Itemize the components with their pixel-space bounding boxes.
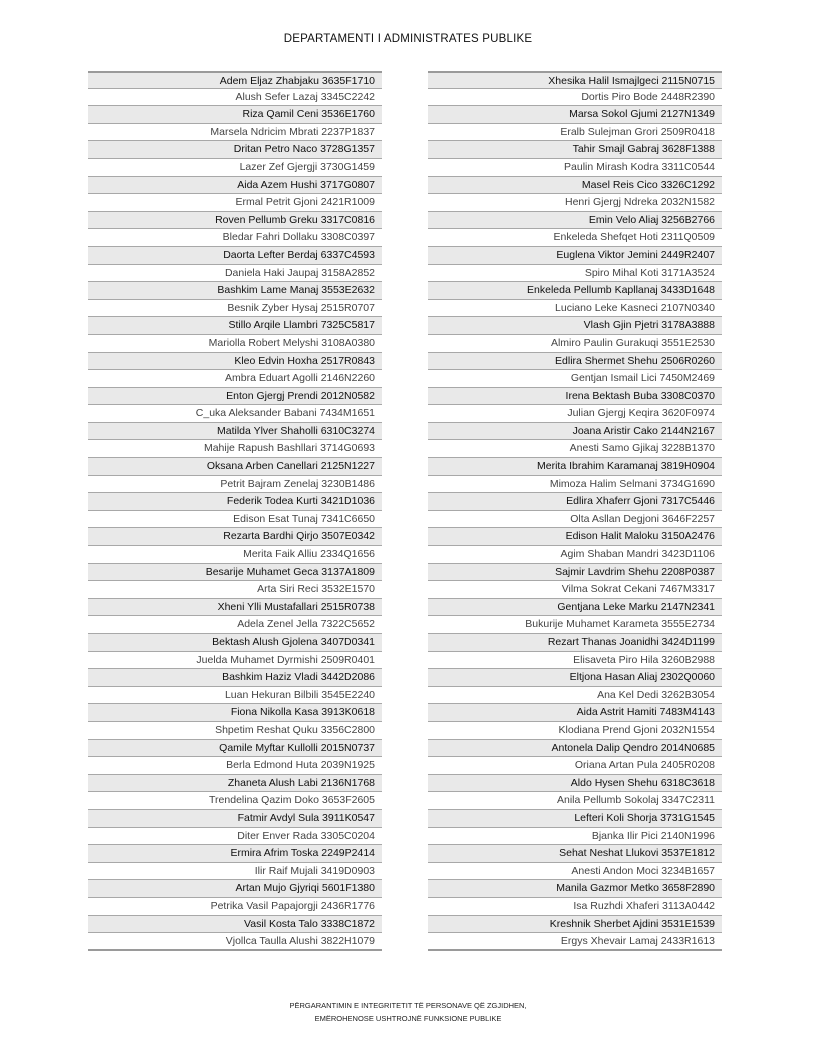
list-item: Ermal Petrit Gjoni 2421R1009 [88, 194, 382, 212]
list-item: Vilma Sokrat Cekani 7467M3317 [428, 581, 722, 599]
list-item: Luan Hekuran Bilbili 3545E2240 [88, 687, 382, 705]
list-item: Edison Esat Tunaj 7341C6650 [88, 511, 382, 529]
list-item: Alush Sefer Lazaj 3345C2242 [88, 89, 382, 107]
list-item: Bashkim Haziz Vladi 3442D2086 [88, 669, 382, 687]
list-item: Mariolla Robert Melyshi 3108A0380 [88, 335, 382, 353]
list-item: Dritan Petro Naco 3728G1357 [88, 141, 382, 159]
list-item: Bledar Fahri Dollaku 3308C0397 [88, 229, 382, 247]
list-item: Anesti Samo Gjikaj 3228B1370 [428, 440, 722, 458]
list-item: Qamile Myftar Kullolli 2015N0737 [88, 740, 382, 758]
list-item: Adem Eljaz Zhabjaku 3635F1710 [88, 71, 382, 89]
list-item: Edison Halit Maloku 3150A2476 [428, 528, 722, 546]
list-item: Juelda Muhamet Dyrmishi 2509R0401 [88, 652, 382, 670]
footer-line-1: PËRGARANTIMIN E INTEGRITETIT TË PERSONAVE QË ZGJIDHEN, [289, 1001, 527, 1010]
list-item: Merita Faik Alliu 2334Q1656 [88, 546, 382, 564]
list-item: Edlira Xhaferr Gjoni 7317C5446 [428, 493, 722, 511]
list-item: Edlira Shermet Shehu 2506R0260 [428, 353, 722, 371]
list-item: Paulin Mirash Kodra 3311C0544 [428, 159, 722, 177]
list-item: Enkeleda Pellumb Kapllanaj 3433D1648 [428, 282, 722, 300]
list-item: Ermira Afrim Toska 2249P2414 [88, 845, 382, 863]
list-item: Ambra Eduart Agolli 2146N2260 [88, 370, 382, 388]
page-title: DEPARTAMENTI I ADMINISTRATES PUBLIKE [283, 33, 533, 45]
list-item: Roven Pellumb Greku 3317C0816 [88, 212, 382, 230]
list-item: Enton Gjergj Prendi 2012N0582 [88, 388, 382, 406]
list-item: Antonela Dalip Qendro 2014N0685 [428, 740, 722, 758]
list-item: Matilda Ylver Shaholli 6310C3274 [88, 423, 382, 441]
list-item: Mahije Rapush Bashllari 3714G0693 [88, 440, 382, 458]
list-item: Anesti Andon Moci 3234B1657 [428, 863, 722, 881]
list-item: Agim Shaban Mandri 3423D1106 [428, 546, 722, 564]
list-item: Manila Gazmor Metko 3658F2890 [428, 880, 722, 898]
list-item: Kleo Edvin Hoxha 2517R0843 [88, 353, 382, 371]
list-item: Tahir Smajl Gabraj 3628F1388 [428, 141, 722, 159]
list-item: Aida Azem Hushi 3717G0807 [88, 177, 382, 195]
list-item: Rezarta Bardhi Qirjo 3507E0342 [88, 528, 382, 546]
list-item: Gentjan Ismail Lici 7450M2469 [428, 370, 722, 388]
list-item: Petrika Vasil Papajorgji 2436R1776 [88, 898, 382, 916]
list-item: Oriana Artan Pula 2405R0208 [428, 757, 722, 775]
list-item: Ergys Xhevair Lamaj 2433R1613 [428, 933, 722, 951]
list-item: Mimoza Halim Selmani 3734G1690 [428, 476, 722, 494]
list-item: Bjanka Ilir Pici 2140N1996 [428, 828, 722, 846]
list-item: Dortis Piro Bode 2448R2390 [428, 89, 722, 107]
list-item: Diter Enver Rada 3305C0204 [88, 828, 382, 846]
list-item: Spiro Mihal Koti 3171A3524 [428, 265, 722, 283]
list-item: Anila Pellumb Sokolaj 3347C2311 [428, 792, 722, 810]
list-item: Lefteri Koli Shorja 3731G1545 [428, 810, 722, 828]
list-item: Joana Aristir Cako 2144N2167 [428, 423, 722, 441]
list-item: Bukurije Muhamet Karameta 3555E2734 [428, 616, 722, 634]
left-name-list [88, 71, 382, 951]
right-name-list [428, 71, 722, 951]
list-item: Berla Edmond Huta 2039N1925 [88, 757, 382, 775]
list-item: C_uka Aleksander Babani 7434M1651 [88, 405, 382, 423]
list-item: Merita Ibrahim Karamanaj 3819H0904 [428, 458, 722, 476]
list-item: Xheni Ylli Mustafallari 2515R0738 [88, 599, 382, 617]
list-item: Stillo Arqile Llambri 7325C5817 [88, 317, 382, 335]
list-item: Besnik Zyber Hysaj 2515R0707 [88, 300, 382, 318]
list-item: Ana Kel Dedi 3262B3054 [428, 687, 722, 705]
footer-line-2: EMËROHENOSE USHTROJNË FUNKSIONE PUBLIKE [314, 1014, 502, 1023]
list-item: Daniela Haki Jaupaj 3158A2852 [88, 265, 382, 283]
list-item: Xhesika Halil Ismajlgeci 2115N0715 [428, 71, 722, 89]
list-item: Trendelina Qazim Doko 3653F2605 [88, 792, 382, 810]
list-item: Vjollca Taulla Alushi 3822H1079 [88, 933, 382, 951]
list-item: Oksana Arben Canellari 2125N1227 [88, 458, 382, 476]
list-item: Besarije Muhamet Geca 3137A1809 [88, 564, 382, 582]
list-item: Federik Todea Kurti 3421D1036 [88, 493, 382, 511]
list-item: Emin Velo Aliaj 3256B2766 [428, 212, 722, 230]
list-item: Masel Reis Cico 3326C1292 [428, 177, 722, 195]
list-item: Vlash Gjin Pjetri 3178A3888 [428, 317, 722, 335]
list-item: Euglena Viktor Jemini 2449R2407 [428, 247, 722, 265]
list-item: Isa Ruzhdi Xhaferi 3113A0442 [428, 898, 722, 916]
list-item: Daorta Lefter Berdaj 6337C4593 [88, 247, 382, 265]
list-item: Rezart Thanas Joanidhi 3424D1199 [428, 634, 722, 652]
list-item: Bashkim Lame Manaj 3553E2632 [88, 282, 382, 300]
list-item: Bektash Alush Gjolena 3407D0341 [88, 634, 382, 652]
list-item: Vasil Kosta Talo 3338C1872 [88, 916, 382, 934]
list-item: Zhaneta Alush Labi 2136N1768 [88, 775, 382, 793]
footer [0, 999, 816, 1025]
list-item: Gentjana Leke Marku 2147N2341 [428, 599, 722, 617]
list-item: Elisaveta Piro Hila 3260B2988 [428, 652, 722, 670]
list-item: Marsela Ndricim Mbrati 2237P1837 [88, 124, 382, 142]
list-item: Sajmir Lavdrim Shehu 2208P0387 [428, 564, 722, 582]
list-item: Riza Qamil Ceni 3536E1760 [88, 106, 382, 124]
list-item: Almiro Paulin Gurakuqi 3551E2530 [428, 335, 722, 353]
list-item: Julian Gjergj Keqira 3620F0974 [428, 405, 722, 423]
list-item: Luciano Leke Kasneci 2107N0340 [428, 300, 722, 318]
list-item: Lazer Zef Gjergji 3730G1459 [88, 159, 382, 177]
list-item: Aida Astrit Hamiti 7483M4143 [428, 704, 722, 722]
list-item: Eralb Sulejman Grori 2509R0418 [428, 124, 722, 142]
list-item: Shpetim Reshat Quku 3356C2800 [88, 722, 382, 740]
list-item: Kreshnik Sherbet Ajdini 3531E1539 [428, 916, 722, 934]
list-item: Adela Zenel Jella 7322C5652 [88, 616, 382, 634]
list-item: Enkeleda Shefqet Hoti 2311Q0509 [428, 229, 722, 247]
list-item: Ilir Raif Mujali 3419D0903 [88, 863, 382, 881]
list-item: Olta Asllan Degjoni 3646F2257 [428, 511, 722, 529]
list-item: Klodiana Prend Gjoni 2032N1554 [428, 722, 722, 740]
list-item: Irena Bektash Buba 3308C0370 [428, 388, 722, 406]
list-item: Eltjona Hasan Aliaj 2302Q0060 [428, 669, 722, 687]
list-item: Artan Mujo Gjyriqi 5601F1380 [88, 880, 382, 898]
list-item: Marsa Sokol Gjumi 2127N1349 [428, 106, 722, 124]
list-item: Arta Siri Reci 3532E1570 [88, 581, 382, 599]
list-item: Henri Gjergj Ndreka 2032N1582 [428, 194, 722, 212]
list-item: Sehat Neshat Llukovi 3537E1812 [428, 845, 722, 863]
list-item: Fatmir Avdyl Sula 3911K0547 [88, 810, 382, 828]
list-item: Fiona Nikolla Kasa 3913K0618 [88, 704, 382, 722]
list-item: Aldo Hysen Shehu 6318C3618 [428, 775, 722, 793]
list-item: Petrit Bajram Zenelaj 3230B1486 [88, 476, 382, 494]
